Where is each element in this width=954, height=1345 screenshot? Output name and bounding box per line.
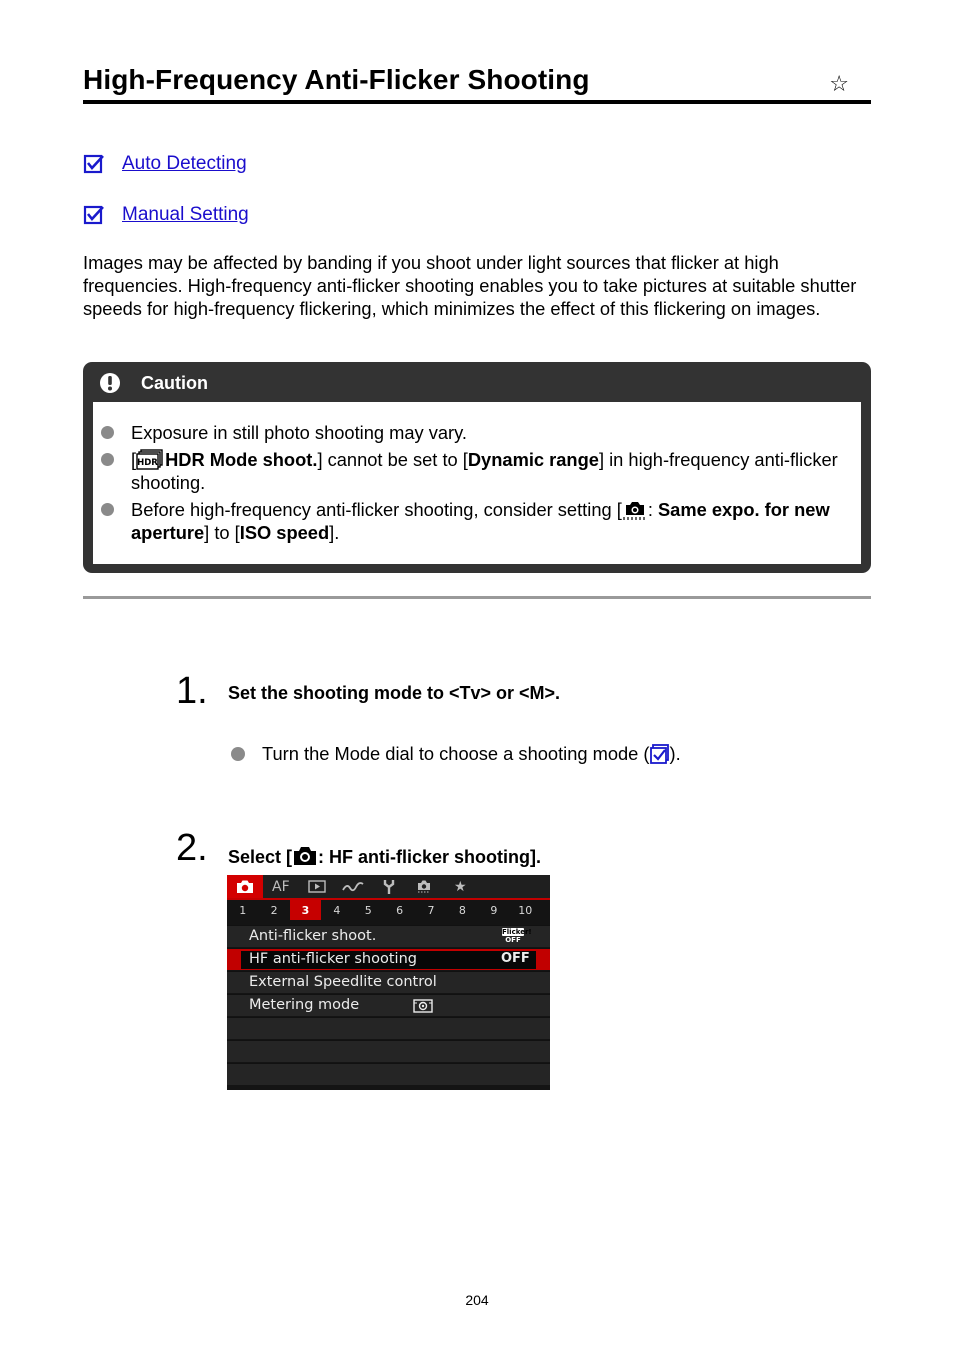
bullet-icon [101,453,114,466]
play-icon [308,880,326,893]
flicker-off-badge: Flicker! OFF [502,928,532,944]
evaluative-metering-icon [413,999,433,1013]
caution-item-3: Before high-frequency anti-flicker shooting, consider setting [ : Same expo. for new aperture] to [ISO speed]. [131,499,830,543]
menu-row-label: Metering mode [249,997,360,1013]
menu-row-empty [227,1017,550,1039]
menu-row-metering[interactable] [227,994,550,1016]
menu-row-empty [227,1063,550,1085]
tab-shooting[interactable] [227,875,263,898]
star-icon: ☆ [829,72,849,97]
menu-row-label: Anti-flicker shoot. [249,928,377,944]
tab-custom[interactable] [406,875,442,898]
wireless-icon [342,881,364,893]
checkbox-link-icon [83,204,105,226]
caution-icon [99,372,121,394]
menu-page-7[interactable]: 7 [427,903,435,917]
bullet-icon [231,747,245,761]
menu-page-6[interactable]: 6 [396,903,404,917]
tab-my-menu[interactable]: ★ [454,878,467,895]
custom-functions-icon [416,879,432,894]
menu-row-label: HF anti-flicker shooting [249,951,417,967]
checkbox-link-icon [83,153,105,175]
manual-setting-link[interactable]: Manual Setting [122,204,249,225]
menu-row-hf-anti-flicker[interactable] [227,948,550,970]
step-title: Select [ : HF anti-flicker shooting]. [228,847,542,867]
bullet-icon [101,503,114,516]
toc-item-auto-detecting[interactable] [83,151,247,177]
page-header [83,62,871,104]
menu-row-label: External Speedlite control [249,974,437,990]
caution-header [83,362,871,402]
step-instruction: Turn the Mode dial to choose a shooting mode ( ). [262,743,681,764]
menu-row-speedlite[interactable] [227,971,550,993]
caution-box [83,362,871,573]
page-number: 204 [465,1292,489,1308]
menu-page-1[interactable]: 1 [239,903,247,917]
menu-row-value: OFF [501,951,530,966]
hdr-mode-icon [136,449,163,470]
step-number: 1. [176,670,208,712]
page-title: High-Frequency Anti-Flicker Shooting [83,64,590,95]
caution-item-2: [ HDR HDR Mode shoot.] cannot be set to [Dynamic range] in high-frequency anti-flicker shooting. [131,449,838,493]
page-reference-icon[interactable] [650,744,670,764]
tab-setup[interactable] [371,875,407,898]
custom-camera-icon [622,499,648,521]
tab-wireless[interactable] [335,875,371,898]
caution-title: Caution [141,373,208,393]
section-divider [83,596,871,599]
menu-page-4[interactable]: 4 [333,903,341,917]
svg-text:HDR: HDR [137,458,158,468]
auto-detecting-link[interactable]: Auto Detecting [122,153,247,174]
caution-body [93,402,861,564]
menu-page-10[interactable]: 10 [518,903,533,917]
tab-af[interactable]: AF [272,878,290,895]
menu-page-8[interactable]: 8 [458,903,466,917]
menu-page-2[interactable]: 2 [270,903,278,917]
wrench-icon [382,879,396,895]
caution-item-1: Exposure in still photo shooting may vary. [131,422,467,443]
tab-playback[interactable] [299,875,335,898]
bullet-icon [101,426,114,439]
menu-row-anti-flicker[interactable] [227,925,550,947]
menu-tab-bar [227,875,550,898]
toc-item-manual-setting[interactable] [83,202,249,228]
camera-icon [292,845,318,867]
step-number: 2. [176,827,208,869]
menu-page-5[interactable]: 5 [364,903,372,917]
menu-page-9[interactable]: 9 [490,903,498,917]
menu-page-3[interactable]: 3 [290,900,321,920]
intro-paragraph: Images may be affected by banding if you shoot under light sources that flicker at high frequencies. High-frequency anti-flicker shooting enables you to take pictures at suitable shutter speeds for high-frequency flickering, which minimizes the effect of this flickering on images. [83,252,857,319]
camera-menu-screenshot [227,875,550,1090]
step-title: Set the shooting mode to <Tv> or <M>. [228,683,561,703]
menu-page-bar [227,900,550,920]
camera-icon [236,880,254,894]
menu-row-empty [227,1040,550,1062]
